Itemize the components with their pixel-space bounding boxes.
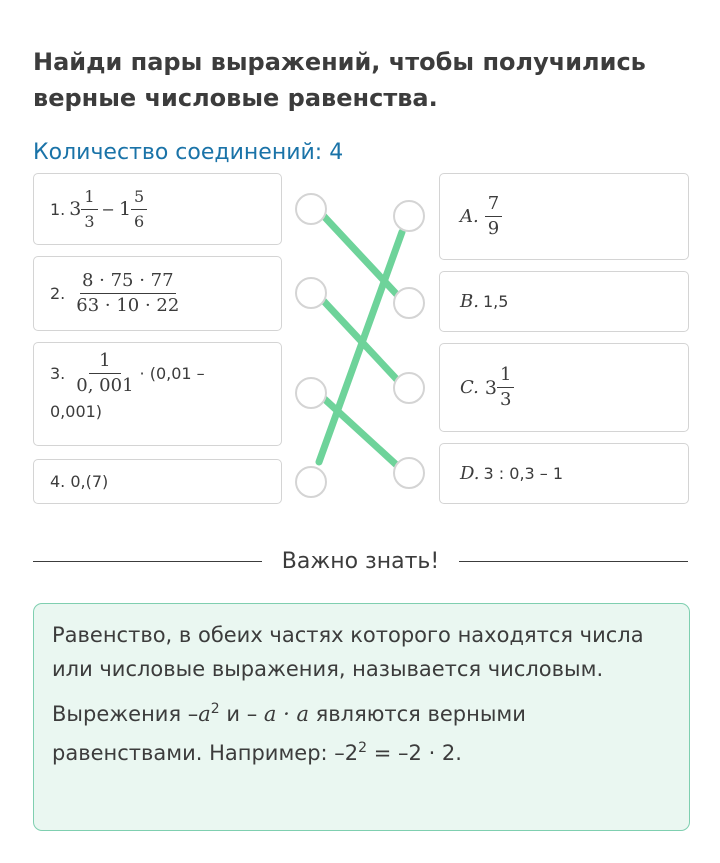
- item-2-fraction: $\frac{8 \cdot 75 \cdot 77}{63 \cdot 10 \cdot 22}$: [76, 270, 180, 316]
- item-c-fraction: $\frac{1}{3}$: [497, 363, 514, 412]
- item-a-letter: A.: [460, 206, 479, 227]
- right-item-c[interactable]: [439, 343, 689, 432]
- info-definition: Равенство, в обеих частях которого находятся числа или числовые выражения, называется числовым.: [52, 623, 644, 681]
- connector-left-4[interactable]: [295, 466, 327, 498]
- divider-rule-left: [33, 561, 262, 562]
- right-item-b[interactable]: [439, 271, 689, 332]
- item-1-expression: 3 $\frac{1}{3}$ − 1 $\frac{5}{6}$: [69, 185, 147, 234]
- left-item-4[interactable]: [33, 459, 282, 504]
- task-title: Найди пары выражений, чтобы получились верные числовые равенства.: [33, 48, 646, 112]
- item-3-fraction: $\frac{1}{0, 001}$: [76, 350, 134, 396]
- item-c-int: 3: [484, 376, 497, 399]
- item-3-rest-line2: 0,001): [50, 402, 103, 421]
- item-4-text: 4. 0,(7): [50, 472, 109, 491]
- divider-rule-right: [459, 561, 688, 562]
- info-example: Вырежения $-a^2$ и – a · a являются верными равенствами. Например: $-2^2 = -2 \cdot 2$.: [52, 701, 526, 765]
- info-box: [33, 603, 690, 831]
- item-3-prefix: 3.: [50, 364, 66, 383]
- left-item-2[interactable]: [33, 256, 282, 331]
- section-divider: [33, 546, 688, 576]
- left-item-1[interactable]: [33, 173, 282, 245]
- connector-left-2[interactable]: [295, 277, 327, 309]
- connector-left-1[interactable]: [295, 193, 327, 225]
- connector-right-b[interactable]: [393, 287, 425, 319]
- item-d-letter: D.: [460, 463, 480, 484]
- item-a-fraction: $\frac{7}{9}$: [485, 192, 502, 241]
- left-item-3[interactable]: [33, 342, 282, 446]
- right-item-a[interactable]: [439, 173, 689, 260]
- connections-count: Количество соединений: 4: [33, 140, 344, 165]
- important-label: Важно знать!: [281, 548, 440, 574]
- item-b-letter: B.: [460, 291, 479, 312]
- item-3-rest: · (0,01 –: [139, 364, 205, 383]
- item-d-value: 3 : 0,3 – 1: [483, 464, 564, 483]
- connector-right-d[interactable]: [393, 457, 425, 489]
- item-c-letter: C.: [460, 377, 479, 398]
- right-item-d[interactable]: [439, 443, 689, 504]
- connector-right-c[interactable]: [393, 372, 425, 404]
- match-line-1-b: [319, 211, 402, 300]
- connector-left-3[interactable]: [295, 377, 327, 409]
- item-1-prefix: 1.: [50, 199, 66, 219]
- item-b-value: 1,5: [482, 292, 509, 311]
- connector-right-a[interactable]: [393, 200, 425, 232]
- item-2-prefix: 2.: [50, 284, 66, 303]
